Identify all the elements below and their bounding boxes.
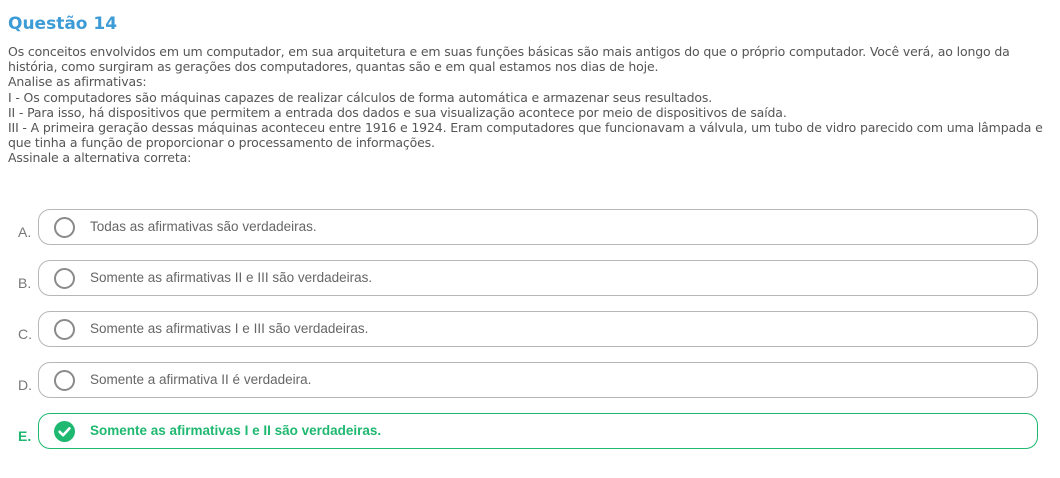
option-c-text: Somente as afirmativas I e III são verdadeiras. (90, 321, 369, 336)
statement-instruction: Analise as afirmativas: (8, 74, 147, 90)
option-c-letter: C. (18, 326, 32, 342)
radio-circle-icon[interactable] (54, 268, 75, 289)
option-b-box[interactable] (38, 260, 1038, 296)
option-e[interactable] (0, 413, 1060, 449)
option-a-box[interactable] (38, 209, 1038, 245)
statement-item-i: I - Os computadores são máquinas capazes de realizar cálculos de forma automática e armazenar seus resultados. (8, 89, 713, 105)
statement-item-ii: II - Para isso, há dispositivos que permitem a entrada dos dados e sua visualização acontece por meio de dispositivos de saída. (8, 104, 787, 120)
option-d-letter: D. (18, 377, 32, 393)
option-d-text: Somente a afirmativa II é verdadeira. (90, 372, 312, 387)
radio-circle-icon[interactable] (54, 319, 75, 340)
radio-circle-icon[interactable] (54, 217, 75, 238)
question-title: Questão 14 (8, 14, 118, 34)
radio-circle-icon[interactable] (54, 370, 75, 391)
option-b[interactable] (0, 260, 1060, 296)
statement-item-iii: III - A primeira geração dessas máquinas aconteceu entre 1916 e 1924. Eram computadores que funcionavam a válvula, um tubo de vidro parecido com uma lâmpada e que tinha a função de proporcionar o processamento de informações. (8, 120, 1043, 151)
question-statement (8, 44, 1054, 166)
statement-intro: Os conceitos envolvidos em um computador, em sua arquitetura e em suas funções básicas são mais antigos do que o próprio computador. Você verá, ao longo da história, como surgiram as gerações dos computadores, quantas são e em qual estamos nos dias de hoje. (8, 44, 1010, 75)
option-a-text: Todas as afirmativas são verdadeiras. (90, 219, 317, 234)
option-e-text: Somente as afirmativas I e II são verdadeiras. (90, 423, 382, 438)
option-b-text: Somente as afirmativas II e III são verdadeiras. (90, 270, 373, 285)
statement-prompt: Assinale a alternativa correta: (8, 150, 192, 166)
option-d-box[interactable] (38, 362, 1038, 398)
check-circle-icon[interactable] (54, 421, 75, 442)
option-e-box[interactable] (38, 413, 1038, 449)
option-b-letter: B. (18, 275, 32, 291)
option-e-letter: E. (18, 428, 32, 444)
option-d[interactable] (0, 362, 1060, 398)
option-c-box[interactable] (38, 311, 1038, 347)
option-a-letter: A. (18, 224, 32, 240)
option-c[interactable] (0, 311, 1060, 347)
option-a[interactable] (0, 209, 1060, 245)
